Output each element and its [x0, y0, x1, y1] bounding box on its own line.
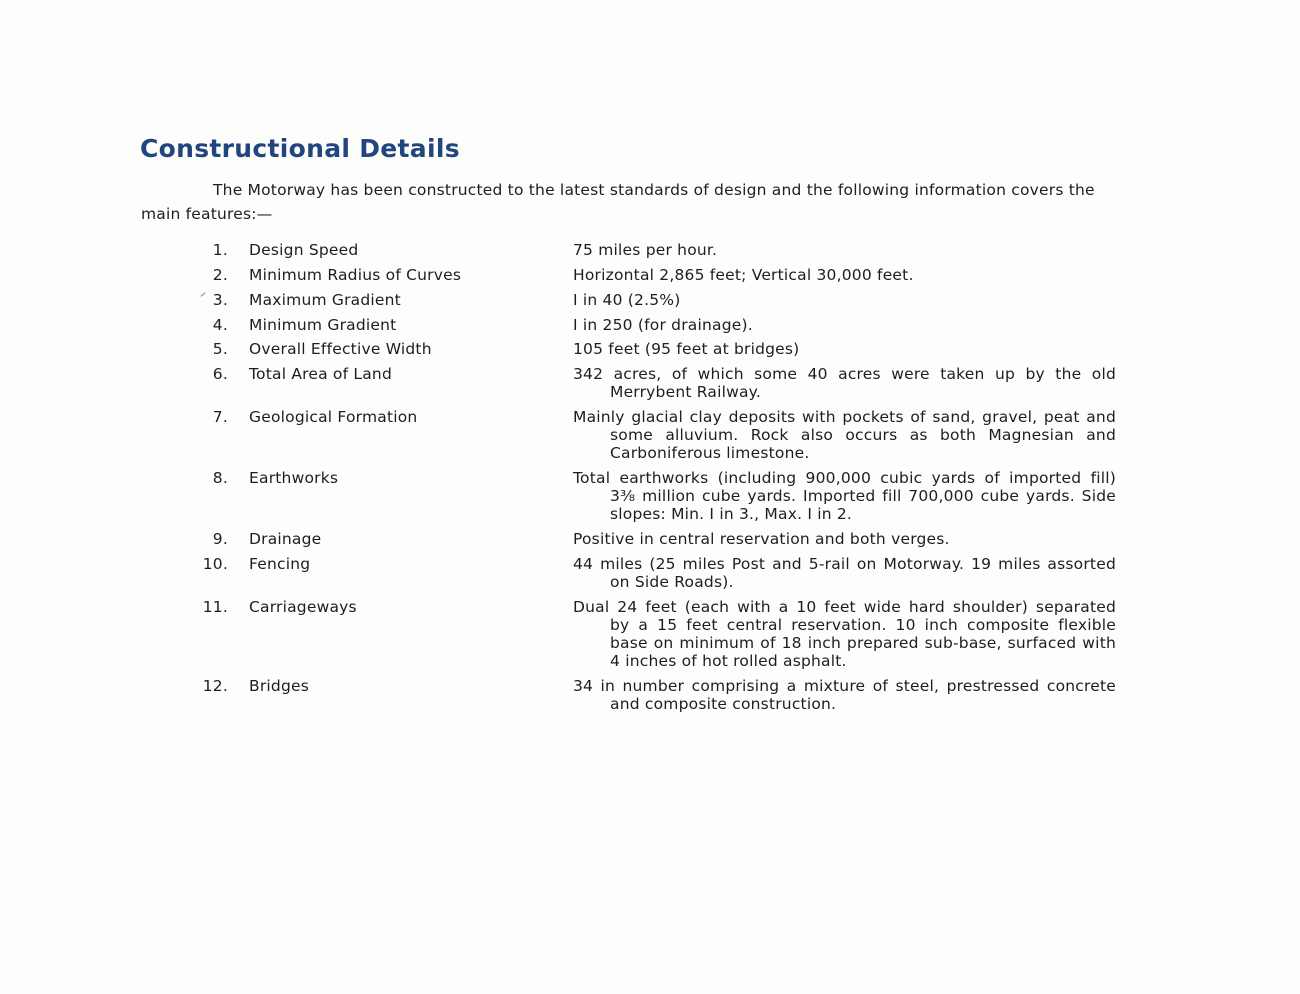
feature-value: 44 miles (25 miles Post and 5-rail on Motorway. 19 miles assorted on Side Roads). [573, 555, 1116, 591]
feature-label: Design Speed [249, 241, 359, 259]
feature-value: 34 in number comprising a mixture of steel, prestressed concrete and composite construction. [573, 677, 1116, 713]
feature-value: I in 250 (for drainage). [573, 316, 753, 334]
intro-line-1: The Motorway has been constructed to the latest standards of design and the following information covers the [213, 181, 1095, 199]
feature-value: I in 40 (2.5%) [573, 291, 681, 309]
feature-label: Earthworks [249, 469, 339, 487]
intro-paragraph [141, 178, 1116, 226]
feature-label: Fencing [249, 555, 311, 573]
feature-number: 3. [212, 291, 228, 309]
feature-label: Total Area of Land [249, 365, 392, 383]
intro-line-2: main features:— [141, 205, 273, 223]
feature-value: Total earthworks (including 900,000 cubic yards of imported fill) 3⅜ million cube yards. Imported fill 700,000 cube yards. Side slopes: Min. I in 3., Max. I in 2. [573, 469, 1116, 523]
feature-value: Dual 24 feet (each with a 10 feet wide hard shoulder) separated by a 15 feet central reservation. 10 inch composite flexible base on minimum of 18 inch prepared sub-base, surfaced with 4 inches of hot rolled asphalt. [573, 598, 1116, 670]
feature-label: Bridges [249, 677, 310, 695]
feature-number: 10. [202, 555, 228, 573]
feature-value: Horizontal 2,865 feet; Vertical 30,000 feet. [573, 266, 914, 284]
feature-label: Minimum Gradient [249, 316, 397, 334]
feature-number: 7. [212, 408, 228, 426]
feature-value: 105 feet (95 feet at bridges) [573, 340, 800, 358]
feature-label: Maximum Gradient [249, 291, 401, 309]
feature-number: 5. [212, 340, 228, 358]
feature-value: Positive in central reservation and both verges. [573, 530, 950, 548]
feature-number: 11. [202, 598, 228, 616]
feature-number: 1. [212, 241, 228, 259]
feature-label: Drainage [249, 530, 322, 548]
feature-number: 2. [212, 266, 228, 284]
feature-label: Overall Effective Width [249, 340, 432, 358]
page-title: Constructional Details [140, 134, 460, 163]
feature-number: 9. [212, 530, 228, 548]
feature-value: Mainly glacial clay deposits with pockets of sand, gravel, peat and some alluvium. Rock also occurs as both Magnesian and Carboniferous limestone. [573, 408, 1116, 462]
feature-value: 342 acres, of which some 40 acres were taken up by the old Merrybent Railway. [573, 365, 1116, 401]
feature-number: 6. [212, 365, 228, 383]
feature-number: 12. [202, 677, 228, 695]
feature-label: Minimum Radius of Curves [249, 266, 462, 284]
feature-number: 8. [212, 469, 228, 487]
feature-label: Geological Formation [249, 408, 418, 426]
feature-label: Carriageways [249, 598, 357, 616]
feature-value: 75 miles per hour. [573, 241, 718, 259]
feature-number: 4. [212, 316, 228, 334]
